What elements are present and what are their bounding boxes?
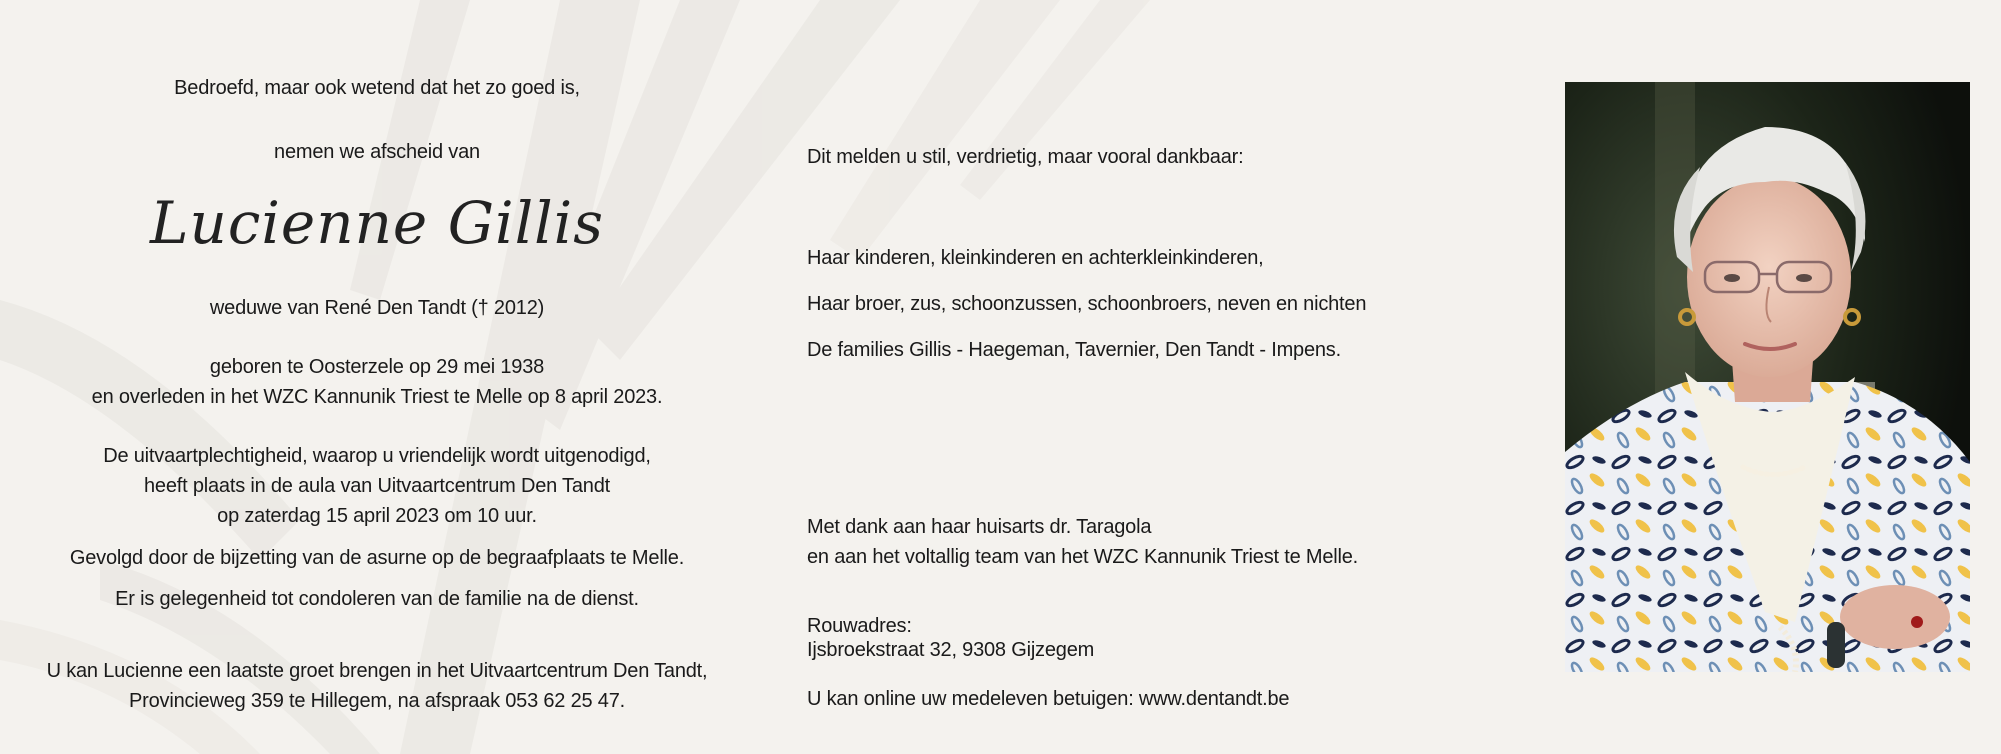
address-block [807, 614, 1367, 662]
visit-line-2: Provincieweg 359 te Hillegem, na afspraak 053 62 25 47. [129, 690, 625, 712]
thanks-line-1: Met dank aan haar huisarts dr. Taragola [807, 516, 1152, 538]
intro-text: Bedroefd, maar ook wetend dat het zo goed is, [174, 77, 580, 99]
born-text: geboren te Oosterzele op 29 mei 1938 [209, 356, 545, 378]
left-column-condolences [20, 584, 734, 614]
left-column-farewell [20, 137, 734, 167]
address-text: Ijsbroekstraat 32, 9308 Gijzegem [807, 639, 1095, 661]
announcement-text: Dit melden u stil, verdrietig, maar vooral dankbaar: [807, 146, 1244, 168]
ceremony-line-1: De uitvaartplechtigheid, waarop u vriendelijk wordt uitgenodigd, [103, 445, 651, 467]
died-text: en overleden in het WZC Kannunik Triest te Melle op 8 april 2023. [91, 386, 663, 408]
left-column-dates [20, 352, 734, 412]
family-line: Haar kinderen, kleinkinderen en achterkleinkinderen, [807, 247, 1264, 269]
online-text: U kan online uw medeleven betuigen: www.dentandt.be [807, 688, 1290, 710]
family-line: De families Gillis - Haegeman, Tavernier, Den Tandt - Impens. [807, 339, 1341, 361]
online-block [807, 684, 1367, 714]
portrait-photo [1565, 82, 1970, 672]
ceremony-line-3: op zaterdag 15 april 2023 om 10 uur. [217, 505, 537, 527]
family-line: Haar broer, zus, schoonzussen, schoonbroers, neven en nichten [807, 293, 1367, 315]
burial-text: Gevolgd door de bijzetting van de asurne op de begraafplaats te Melle. [69, 547, 685, 569]
family-list [807, 235, 1367, 373]
left-column-visit [20, 656, 734, 716]
thanks-block [807, 512, 1367, 572]
visit-line-1: U kan Lucienne een laatste groet brengen in het Uitvaartcentrum Den Tandt, [46, 660, 708, 682]
deceased-name: Lucienne Gillis [150, 189, 604, 257]
ceremony-line-2: heeft plaats in de aula van Uitvaartcentrum Den Tandt [144, 475, 610, 497]
left-column-widow [20, 293, 734, 323]
announcement-block [807, 142, 1367, 172]
thanks-line-2: en aan het voltallig team van het WZC Kannunik Triest te Melle. [807, 546, 1359, 568]
left-column-burial [20, 543, 734, 573]
left-column-ceremony [20, 441, 734, 531]
address-label: Rouwadres: [807, 615, 912, 637]
condolences-text: Er is gelegenheid tot condoleren van de familie na de dienst. [115, 588, 639, 610]
widow-of-text: weduwe van René Den Tandt († 2012) [209, 297, 545, 319]
left-column [20, 73, 734, 103]
farewell-text: nemen we afscheid van [274, 141, 480, 163]
